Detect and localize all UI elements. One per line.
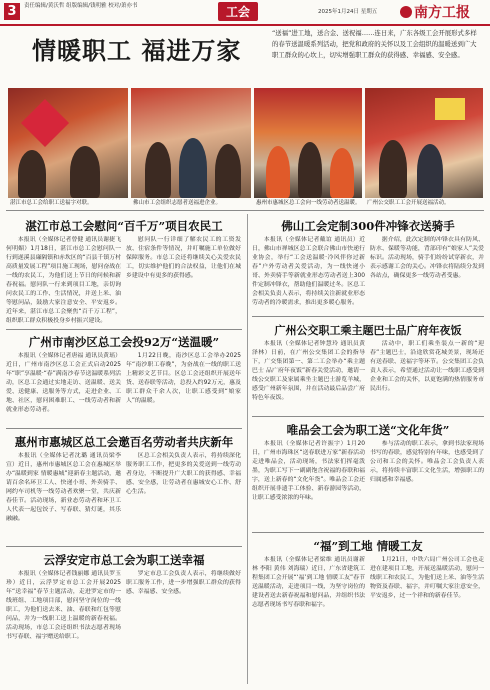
brand-name: 南方工报 xyxy=(414,5,470,21)
article-column: 本报讯（全媒体记者戴谊 通讯员）近日，佛山市禅城区总工会联合佛山市快递行业协会，举行“工会送温暖·冷风伴你过新春”户外劳动者关爱活动，为一线快递小哥、外卖骑手等新就业形态劳动者送上300件定制冲锋衣，帮助他们温暖过冬。区总工会相关负责人表示，将持续关注新就业形态劳动者的冷暖需求，推出更多暖心服务。 xyxy=(252,237,365,306)
divider xyxy=(6,546,242,547)
article-title: 广州市南沙区总工会投92万“送温暖” xyxy=(28,335,220,349)
article-title: 佛山工会定制300件冲锋衣送骑手 xyxy=(281,219,455,233)
article-column: 活动中，职工们乘坐装点一新的“迎春”主题巴士，沿途欣赏花城美景，现场还有送春联、送福字等环节。公交集团工会负责人表示，希望通过活动让一线职工感受到企业和工会的关怀，以更饱满的热情服务市民出行。 xyxy=(370,341,484,392)
masthead-brand xyxy=(400,2,470,22)
article-title: 广州公交职工乘主题巴士品广府年夜饭 xyxy=(274,324,462,337)
photo-foshan xyxy=(131,88,251,198)
photo-caption: 佛山市工会组织志愿者送福进企业。 xyxy=(133,200,222,206)
article-title: 云浮安定市总工会为职工送幸福 xyxy=(43,553,205,567)
article-column: 据介绍，此次定制的冲锋衣具有防风、防水、保暖等功能，背部印有“娘家人”关爱标识。活动现场，骑手们纷纷试穿新衣，并表示感谢工会的关心。冲锋衣将陆续分发到各站点，确保更多一线劳动者受惠。 xyxy=(370,237,484,279)
photo-caption: 湛江市总工会给职工送福字对联。 xyxy=(10,200,93,206)
article-column: 本报讯（全媒体记者钟慧玲 通讯员黄泽林）日前，在广州公交集团工会的指导下，广交集团第一、第二工会举办“乘主题巴士 品广府年夜饭”新春关爱活动，邀请一线公交职工及家属乘坐主题巴士游览羊城，感受广州新年氛围，并在活动最后品尝广府特色年夜饭。 xyxy=(252,341,365,401)
article-title: 湛江市总工会慰问“百千万”项目农民工 xyxy=(25,219,223,233)
divider xyxy=(6,329,242,330)
article-column: 1月21日，中铁六局广州公司工会也走进在建项目工地，开展送温暖活动，慰问一线职工和农民工，为他们送上米、油等生活物资及春联、福字，并叮嘱大家注意安全，平安返乡，过一个祥和的新春佳节。 xyxy=(370,557,484,599)
article-column: 本报讯（全媒体记者沈璐 通讯员梁李宣）近日，惠州市惠城区总工会在惠城区举办“温暖到家 情暖惠城”迎新春主题活动，邀请百余名环卫工人、快递小哥、外卖骑手、网约车司机等一线劳动者欢聚一堂，共庆新春佳节。活动现场，新业态劳动者和环卫工人代表一起包饺子、写春联、猜灯谜，其乐融融。 xyxy=(6,453,121,522)
section-label: 工会 xyxy=(218,2,258,21)
issue-date: 2025年1月24日 星期五 xyxy=(318,9,378,15)
article-column: 本报讯（全媒体记者许振宇）1月20日，广州市海珠区“送春联进万家”新春活动走进唯品会，活动现场，书法家们挥毫泼墨，为职工写下一副副饱含祝福的春联和福字，送上新春的“文化年货”。唯品会工会还组织开展非遗手工体验、新春游园等活动，让职工感受浓浓的年味。 xyxy=(252,441,365,501)
photo-caption: 广州公交职工工会开展送福活动。 xyxy=(367,200,450,206)
article-title: 唯品会工会为职工送“文化年货” xyxy=(286,423,450,437)
column-divider xyxy=(247,214,248,684)
article-column: 参与活动的职工表示，拿到书法家现场书写的春联，感觉特别有年味，也感受到了公司和工会的关怀。唯品会工会负责人表示，将持续丰富职工文化生活，增强职工的归属感和幸福感。 xyxy=(370,441,484,483)
article-column: 1月22日晚，南沙区总工会举办2025年“南沙职工春晚”，为奋战在一线的职工送上精彩文艺节目。区总工会还组织开展送年货、送春联等活动，总投入约92万元，惠及职工群众千余人次，让职工感受到“娘家人”的温暖。 xyxy=(126,353,241,404)
divider xyxy=(252,532,484,533)
photo-guangzhou-bus xyxy=(365,88,483,198)
divider xyxy=(6,428,242,429)
brand-logo-icon xyxy=(400,6,412,18)
lead-paragraph: “送福”进工地，送合金、送祝福……连日来，广东各级工会开展形式多样的春节送温暖系列活动，把党和政府的关怀以及工会组织的温暖送到广大职工群众的心坎上，切实增强职工群众的获得感、幸福感、安全感。 xyxy=(272,29,477,59)
article-column: 罗定市总工会负责人表示，将继续做好职工服务工作，进一步增强职工群众的获得感、幸福感、安全感。 xyxy=(126,571,241,595)
divider xyxy=(6,210,484,211)
article-column: 本报讯（全媒体记者钱丽娜 通讯员罗玉珍）近日，云浮罗定市总工会开展2025年“送幸福”春节主题活动，走进罗定市的一线班组、工地项目部，慰问坚守岗位的一线职工，为他们送去米、油、春联和红包等慰问品，并为一线职工送上温暖的新春祝福。活动现场，市总工会还组织书法志愿者现场书写春联、福字赠送给职工。 xyxy=(6,571,121,640)
photo-huizhou xyxy=(254,88,362,198)
article-title: 惠州市惠城区总工会邀百名劳动者共庆新年 xyxy=(14,435,234,449)
divider xyxy=(252,316,484,317)
page-number: 3 xyxy=(4,3,20,20)
page-headline: 情暖职工 福进万家 xyxy=(32,36,242,65)
article-column: 本报讯（全媒体记者梁维 通讯员谢新林 李阳 黄伟 刘海瑞）近日，广东省建筑工程集团工会开展“‘福’到工地 情暖工友”春节送温暖活动，走进项目一线，为坚守岗位的建设者送去新春祝福和慰问品，并组织书法志愿者现场书写春联和福字。 xyxy=(252,557,365,608)
article-column: 本报讯（全媒体记者唐福 通讯员黄瑶）近日，广州市南沙区总工会正式启动2025年“职”享温暖·“春”满南沙春节送温暖系列活动，区总工会通过实地走访、送温暖、送关爱、送健康、送服务等方式，走进企业、工地、社区，慰问困难职工、一线劳动者和新就业形态劳动者。 xyxy=(6,353,121,413)
divider xyxy=(252,416,484,417)
article-column: 区总工会相关负责人表示，将持续深化服务职工工作，把更多的关爱送到一线劳动者身边，不断提升广大职工的获得感、幸福感、安全感，让劳动者在惠城安心工作、舒心生活。 xyxy=(126,453,241,495)
photo-caption: 惠州市惠城区总工会向一线劳动者送温暖。 xyxy=(256,200,361,206)
article-title: “福”到工地 情暖工友 xyxy=(313,539,423,553)
photo-zhanjiang xyxy=(8,88,128,198)
article-column: 慰问队一行详细了解农民工的工资发放、住宿条件等情况，并叮嘱施工单位做好保障服务。市总工会还将继续关心关爱农民工，切实维护他们的合法权益，让他们在城乡建设中有更多的获得感。 xyxy=(126,237,241,279)
article-column: 本报讯（全媒体记者曾健 通讯员谢捷飞 何明媚）1月18日，湛江市总工会慰问队一行到遂溪县廉隔镇和赤坎区的“百县千镇万村高质量发展工程”项目施工现场，慰问奋战在一线的农民工，为他们送上节日的问候和新春祝福。慰问队一行来到项目工地，亲切询问农民工的工作、生活情况，并送上米、油等慰问品，鼓励大家注意安全、平安返乡。近年来，湛江市总工会聚焦“百千万工程”，组织职工群众积极投身乡村振兴建设。 xyxy=(6,237,121,324)
editor-credits: 责任编辑/黄沃哲 组版编辑/钱明雅 校对/萧亦书 xyxy=(24,3,138,9)
